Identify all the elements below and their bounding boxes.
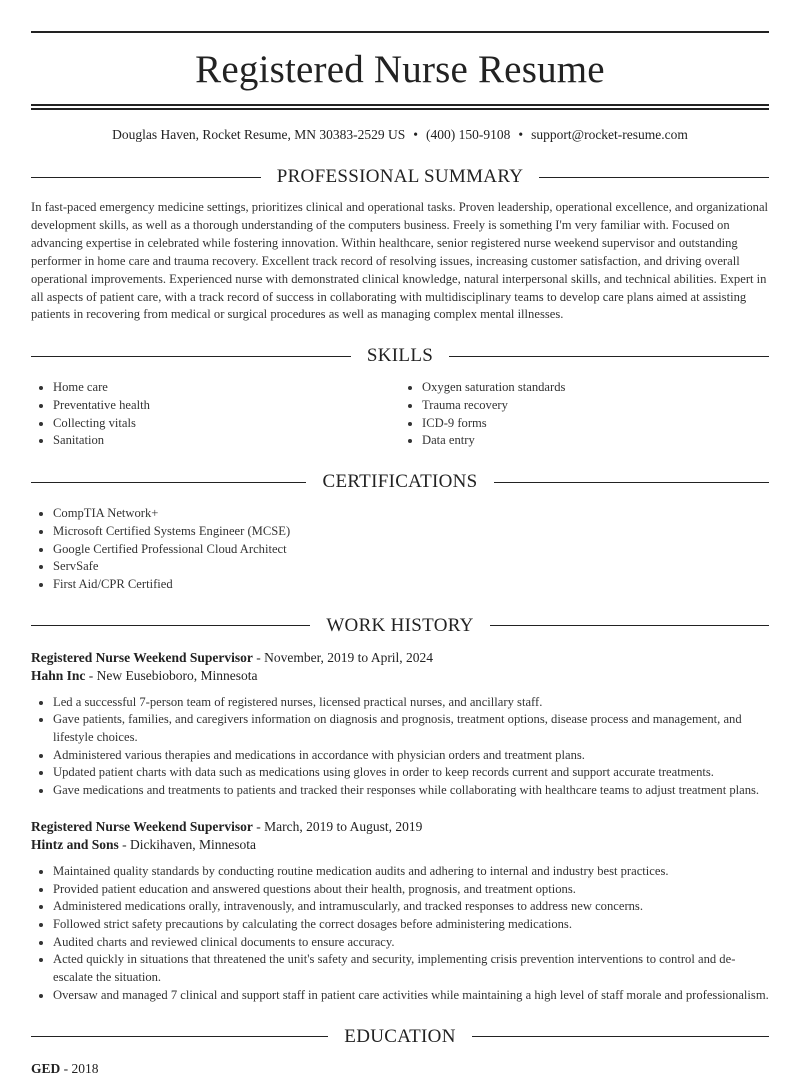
skill-item: • Collecting vitals (53, 415, 400, 433)
work-history-heading-label: WORK HISTORY (326, 614, 474, 636)
contact-address: Douglas Haven, Rocket Resume, MN 30383-2529 US (112, 127, 406, 142)
skill-item: • Oxygen saturation standards (422, 379, 769, 397)
job-bullet: • Maintained quality standards by conducting routine medication audits and adhering to internal and industry best practices. (53, 863, 769, 881)
job-entry (31, 818, 769, 1005)
skills-column-left (31, 379, 400, 450)
job-bullet: • Acted quickly in situations that threatened the unit's safety and security, implementing crisis prevention interventions to control and de-escalate the situation. (53, 951, 769, 986)
skill-item: • ICD-9 forms (422, 415, 769, 433)
job-bullet: • Administered medications orally, intravenously, and intramuscularly, and tracked responses to address new concerns. (53, 898, 769, 916)
certifications-heading-label: CERTIFICATIONS (322, 471, 478, 493)
skill-item: • Trauma recovery (422, 397, 769, 415)
skills-list (31, 379, 769, 450)
contact-email: support@rocket-resume.com (531, 127, 688, 142)
skill-item: • Preventative health (53, 397, 400, 415)
certification-item: • CompTIA Network+ (53, 505, 769, 523)
education-degree: GED (31, 1060, 61, 1076)
job-bullet: • Updated patient charts with data such as medications using gloves in order to keep records current and support accurate treatments. (53, 764, 769, 782)
summary-heading (31, 165, 769, 189)
job-location: - Dickihaven, Minnesota (118, 837, 257, 853)
job-entry (31, 649, 769, 800)
resume-page (31, 31, 769, 1078)
skills-column-right (400, 379, 769, 450)
divider (31, 1036, 328, 1037)
divider (31, 482, 306, 483)
job-title: Registered Nurse Weekend Supervisor (31, 818, 253, 834)
skills-heading-label: SKILLS (366, 345, 434, 367)
job-bullet: • Audited charts and reviewed clinical documents to ensure accuracy. (53, 934, 769, 952)
job-title-line (31, 818, 769, 837)
job-bullet: • Gave medications and treatments to patients and tracked their responses while collaborating with healthcare teams to adjust treatment plans. (53, 782, 769, 800)
job-bullet: • Led a successful 7-person team of registered nurses, licensed practical nurses, and ancillary staff. (53, 694, 769, 712)
divider (472, 1036, 769, 1037)
job-company: Hintz and Sons (31, 837, 119, 853)
top-rule (31, 31, 769, 33)
contact-phone: (400) 150-9108 (426, 127, 511, 142)
job-title: Registered Nurse Weekend Supervisor (31, 649, 253, 665)
job-bullet: • Gave patients, families, and caregivers information on diagnosis and prognosis, treatment options, disease process and management, and lifestyle choices. (53, 711, 769, 746)
divider (449, 356, 769, 357)
job-company-line (31, 667, 769, 686)
divider (31, 356, 351, 357)
job-location: - New Eusebioboro, Minnesota (85, 668, 258, 684)
education-heading-label: EDUCATION (344, 1025, 456, 1047)
summary-heading-label: PROFESSIONAL SUMMARY (276, 166, 524, 187)
job-bullets (31, 694, 769, 800)
contact-line (31, 125, 769, 145)
summary-text: In fast-paced emergency medicine settings, prioritizes clinical and operational tasks. Proven leadership, operational excellence, and organizational development skills, as well as a thorough understanding of the computers business. Freely is something I'm very familiar with. Focused on advancing expertise in celebrated while fostering innovation. Within healthcare, senior registered nurse weekend supervisor and outstanding performer in home care and trauma recovery. Excellent track record of resolving issues, increasing customer satisfaction, and driving overall operational improvements. Experienced nurse with demonstrated clinical knowledge, natural interpersonal skills, and technical abilities. Expert in all aspects of patient care, with a track record of success in collaborating with multidisciplinary teams to develop care plans aimed at assisting patients in recovering from medical or surgical procedures as well as managing complex mental illnesses. (31, 200, 769, 322)
divider (494, 482, 769, 483)
job-bullet: • Oversaw and managed 7 clinical and support staff in patient care activities while maintaining a high level of staff morale and professionalism. (53, 987, 769, 1005)
skill-item: • Sanitation (53, 432, 400, 450)
job-bullet: • Administered various therapies and medications in accordance with physician orders and treatment plans. (53, 747, 769, 765)
title-double-rule (31, 104, 769, 110)
contact-separator: • (518, 127, 524, 142)
skills-heading (31, 344, 769, 368)
divider (490, 625, 769, 626)
education-entry (31, 1060, 769, 1078)
job-dates: - November, 2019 to April, 2024 (252, 649, 434, 665)
work-history-heading (31, 614, 769, 638)
education-year: - 2018 (60, 1060, 99, 1076)
certification-item: • Google Certified Professional Cloud Architect (53, 541, 769, 559)
job-title-line (31, 649, 769, 668)
job-bullet: • Followed strict safety precautions by calculating the correct dosages before administering medications. (53, 916, 769, 934)
certification-item: • ServSafe (53, 558, 769, 576)
skill-item: • Home care (53, 379, 400, 397)
education-heading (31, 1025, 769, 1049)
divider (31, 177, 261, 178)
certification-item: • Microsoft Certified Systems Engineer (MCSE) (53, 523, 769, 541)
certification-item: • First Aid/CPR Certified (53, 576, 769, 594)
job-company: Hahn Inc (31, 668, 86, 684)
divider (539, 177, 769, 178)
job-company-line (31, 836, 769, 855)
contact-separator: • (413, 127, 419, 142)
divider (31, 625, 310, 626)
resume-title: Registered Nurse Resume (195, 48, 605, 91)
job-bullets (31, 863, 769, 1005)
certifications-list (31, 505, 769, 594)
skill-item: • Data entry (422, 432, 769, 450)
job-bullet: • Provided patient education and answered questions about their health, prognosis, and treatment options. (53, 881, 769, 899)
job-dates: - March, 2019 to August, 2019 (252, 818, 423, 834)
certifications-heading (31, 470, 769, 494)
